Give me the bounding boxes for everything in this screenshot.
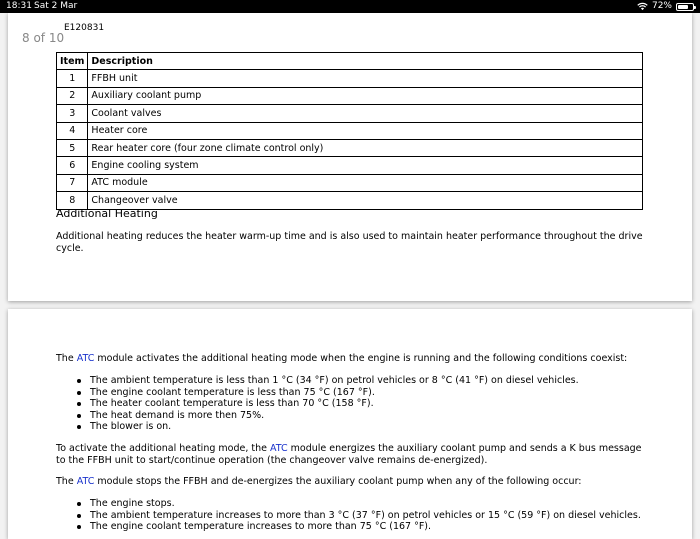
section-heading: Additional Heating bbox=[56, 207, 158, 220]
item-number: 2 bbox=[57, 87, 88, 104]
table-row bbox=[57, 70, 643, 87]
item-description: Coolant valves bbox=[88, 105, 643, 122]
atc-link[interactable]: ATC bbox=[76, 476, 95, 487]
text-run: module activates the additional heating mode when the engine is running and the following conditions coexist: bbox=[94, 353, 628, 364]
activation-conditions-list bbox=[76, 375, 656, 433]
item-number: 5 bbox=[57, 139, 88, 156]
item-table bbox=[56, 52, 643, 210]
energize-paragraph bbox=[56, 443, 646, 467]
column-header-item: Item bbox=[57, 53, 88, 70]
intro-paragraph: Additional heating reduces the heater warm-up time and is also used to maintain heater performance throughout the drive cycle. bbox=[56, 231, 643, 254]
text-run: The bbox=[56, 353, 77, 364]
status-date: Sat 2 Mar bbox=[34, 1, 78, 11]
status-right bbox=[637, 0, 694, 13]
list-item: The ambient temperature increases to more than 3 °C (37 °F) on petrol vehicles or 15 °C (59 °F) on diesel vehicles. bbox=[76, 510, 656, 522]
text-run: module stops the FFBH and de-energizes the auxiliary coolant pump when any of the following occur: bbox=[94, 476, 582, 487]
document-page-2[interactable] bbox=[8, 309, 692, 539]
list-item: The engine stops. bbox=[76, 498, 656, 510]
table-row bbox=[57, 87, 643, 104]
list-item: The engine coolant temperature increases to more than 75 °C (167 °F). bbox=[76, 521, 656, 533]
item-description: FFBH unit bbox=[88, 70, 643, 87]
table-row bbox=[57, 157, 643, 174]
item-number: 7 bbox=[57, 174, 88, 191]
text-run: To activate the additional heating mode, the bbox=[56, 443, 270, 454]
text-run: The bbox=[56, 476, 77, 487]
item-description: Heater core bbox=[88, 122, 643, 139]
battery-percent: 72% bbox=[651, 1, 672, 11]
battery-icon bbox=[676, 3, 694, 11]
item-description: Auxiliary coolant pump bbox=[88, 87, 643, 104]
item-description: Changeover valve bbox=[88, 192, 643, 209]
item-number: 4 bbox=[57, 122, 88, 139]
list-item: The ambient temperature is less than 1 °C (34 °F) on petrol vehicles or 8 °C (41 °F) on diesel vehicles. bbox=[76, 375, 656, 387]
item-description: Rear heater core (four zone climate control only) bbox=[88, 139, 643, 156]
atc-link[interactable]: ATC bbox=[270, 443, 288, 454]
table-header-row bbox=[57, 53, 643, 70]
activation-paragraph bbox=[56, 353, 646, 365]
table-row bbox=[57, 139, 643, 156]
list-item: The heat demand is more then 75%. bbox=[76, 410, 656, 422]
item-number: 8 bbox=[57, 192, 88, 209]
item-number: 6 bbox=[57, 157, 88, 174]
status-bar bbox=[0, 0, 700, 13]
item-number: 1 bbox=[57, 70, 88, 87]
table-row bbox=[57, 105, 643, 122]
item-description: Engine cooling system bbox=[88, 157, 643, 174]
status-time: 18:31 bbox=[6, 1, 32, 11]
page-indicator: 8 of 10 bbox=[22, 31, 65, 45]
item-number: 3 bbox=[57, 105, 88, 122]
table-row bbox=[57, 122, 643, 139]
battery-fill bbox=[678, 5, 688, 9]
text-run: module energizes the auxiliary coolant pump and sends a K bus message to the FFBH unit to start/continue operation (the changeover valve remains de-energized). bbox=[56, 443, 642, 466]
list-item: The heater coolant temperature is less than 70 °C (158 °F). bbox=[76, 398, 656, 410]
stop-conditions-list bbox=[76, 498, 656, 533]
wifi-icon bbox=[637, 2, 648, 11]
atc-link[interactable]: ATC bbox=[76, 353, 95, 364]
column-header-description: Description bbox=[88, 53, 643, 70]
stop-paragraph bbox=[56, 476, 646, 488]
document-page-1[interactable] bbox=[8, 13, 692, 301]
item-description: ATC module bbox=[88, 174, 643, 191]
list-item: The engine coolant temperature is less than 75 °C (167 °F). bbox=[76, 387, 656, 399]
list-item: The blower is on. bbox=[76, 421, 656, 433]
table-row bbox=[57, 174, 643, 191]
figure-reference: E120831 bbox=[64, 23, 105, 33]
